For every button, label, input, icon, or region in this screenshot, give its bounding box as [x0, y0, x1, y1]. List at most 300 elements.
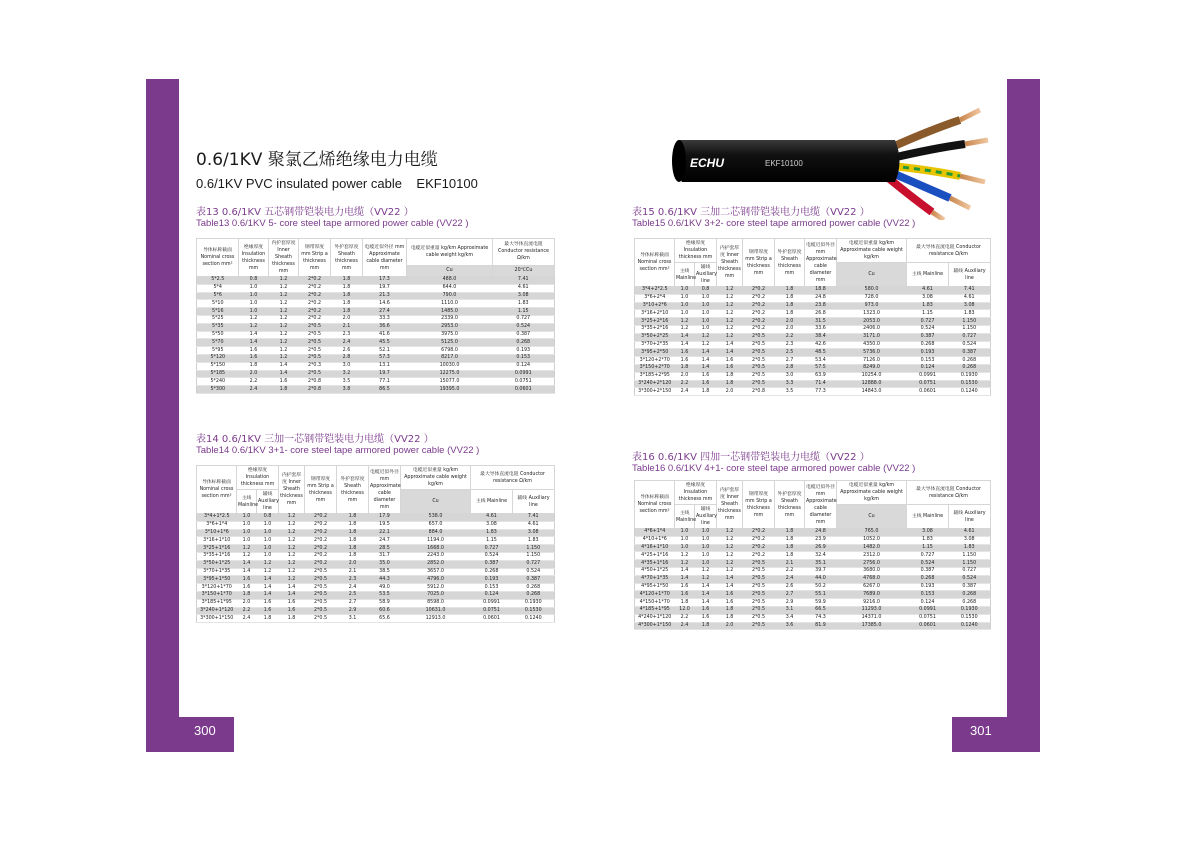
table-cell: 2.0 [717, 622, 743, 630]
table-cell: 2.0 [337, 560, 369, 568]
table-cell: 0.524 [471, 552, 513, 560]
table-cell: 0.727 [471, 545, 513, 553]
table-cell: 1.83 [949, 310, 991, 318]
table-row [197, 591, 555, 599]
table-cell: 3*4+1*2.5 [197, 514, 237, 522]
table-cell: 790.0 [407, 292, 493, 300]
table-row [635, 325, 991, 333]
table-cell: 0.1930 [949, 372, 991, 380]
table-cell: 0.0601 [493, 386, 555, 394]
table-cell: 1.0 [239, 292, 269, 300]
t15-h-weight: 电缆近似重量 kg/km Approximate cable weight kg/km [837, 239, 907, 263]
table-cell: 4*95+1*50 [635, 583, 675, 591]
table-cell: 1052.0 [837, 536, 907, 544]
table-cell: 38.4 [805, 333, 837, 341]
table-row [197, 292, 555, 300]
t16-h-weight-sub: Cu [837, 505, 907, 529]
table-cell: 1.0 [257, 545, 279, 553]
table-cell: 0.524 [907, 325, 949, 333]
table-cell: 1.0 [695, 302, 717, 310]
t15-h-main: 主线 Mainline [675, 263, 695, 287]
table-cell: 1.0 [237, 529, 257, 537]
table-row [635, 302, 991, 310]
cable-cores [886, 110, 988, 220]
table-cell: 1.2 [279, 576, 305, 584]
table-cell: 2*0.5 [299, 347, 331, 355]
table-cell: 2*0.5 [743, 614, 775, 622]
table-cell: 2*0.2 [305, 560, 337, 568]
table-cell: 1.2 [269, 300, 299, 308]
table-cell: 3.0 [775, 372, 805, 380]
table-cell: 0.387 [513, 576, 555, 584]
page-title-chinese: 0.6/1KV 聚氯乙烯绝缘电力电缆 [196, 150, 438, 170]
table-cell: 0.193 [471, 576, 513, 584]
table-cell: 0.268 [493, 339, 555, 347]
table-cell: 11293.0 [837, 606, 907, 614]
table-cell: 1.150 [513, 545, 555, 553]
table-cell: 1.6 [675, 591, 695, 599]
table-row [197, 552, 555, 560]
table-cell: 1.6 [257, 599, 279, 607]
table-cell: 10030.0 [407, 362, 493, 370]
table-cell: 26.8 [805, 310, 837, 318]
table-cell: 1.8 [675, 364, 695, 372]
table-cell: 10631.0 [401, 607, 471, 615]
table-cell: 2.2 [675, 380, 695, 388]
table-cell: 2*0.5 [305, 568, 337, 576]
table-cell: 0.153 [907, 357, 949, 365]
table-cell: 0.124 [907, 599, 949, 607]
table-row [197, 514, 555, 522]
table-cell: 0.193 [493, 347, 555, 355]
table-cell: 1.0 [695, 529, 717, 537]
table-cell: 1.0 [695, 552, 717, 560]
table-cell: 1.8 [337, 521, 369, 529]
table-cell: 3*185+1*95 [197, 599, 237, 607]
t14-h-res-main: 主线 Mainline [471, 490, 513, 514]
table-cell: 12888.0 [837, 380, 907, 388]
table-cell: 1.8 [331, 284, 363, 292]
table-cell: 580.0 [837, 287, 907, 295]
table-cell: 1.6 [675, 357, 695, 365]
table-cell: 1.2 [279, 537, 305, 545]
table-cell: 58.9 [369, 599, 401, 607]
table-cell: 1.6 [279, 607, 305, 615]
table-cell: 1.0 [675, 310, 695, 318]
table-cell: 1.4 [695, 357, 717, 365]
table-cell: 1.83 [513, 537, 555, 545]
table-cell: 2*0.2 [743, 302, 775, 310]
t13-h-weight-sub: Cu [407, 265, 493, 276]
table-cell: 1.6 [237, 576, 257, 584]
table-row [197, 615, 555, 623]
table-cell: 5*25 [197, 315, 239, 323]
table-cell: 3*150+2*70 [635, 364, 675, 372]
table-cell: 2.0 [775, 325, 805, 333]
table-cell: 7126.0 [837, 357, 907, 365]
table-cell: 0.524 [949, 341, 991, 349]
table-cell: 4796.0 [401, 576, 471, 584]
table-cell: 49.0 [369, 584, 401, 592]
table-cell: 2053.0 [837, 318, 907, 326]
t14-h-resistance: 最大导体直流电阻 Conductor resistance Ω/km [471, 466, 555, 490]
table-cell: 2.3 [337, 576, 369, 584]
table-cell: 2312.0 [837, 552, 907, 560]
table-cell: 1.2 [695, 333, 717, 341]
table-cell: 2.6 [775, 583, 805, 591]
table-cell: 4*10+1*6 [635, 536, 675, 544]
table-cell: 52.1 [363, 347, 407, 355]
table-row [197, 370, 555, 378]
table-cell: 1.8 [337, 514, 369, 522]
t16-h-resistance: 最大导体直流电阻 Conductor resistance Ω/km [907, 481, 991, 505]
table-cell: 7.41 [493, 277, 555, 285]
table-cell: 2*0.2 [743, 536, 775, 544]
table-cell: 0.193 [907, 583, 949, 591]
table-cell: 1.0 [237, 514, 257, 522]
table-cell: 0.727 [907, 318, 949, 326]
table-row [197, 386, 555, 394]
table-cell: 4*240+1*120 [635, 614, 675, 622]
table-cell: 31.7 [369, 552, 401, 560]
table-cell: 19.7 [363, 370, 407, 378]
table-cell: 71.4 [805, 380, 837, 388]
table-cell: 1.8 [717, 372, 743, 380]
t13-h-inner: 内护套厚度 Inner Sheath thickness mm [269, 239, 299, 277]
table-cell: 77.3 [805, 388, 837, 396]
table15-heading [632, 207, 915, 229]
left-side-bar [146, 79, 179, 752]
t16-h-sheath: 外护套厚度 Sheath thickness mm [775, 481, 805, 529]
t15-h-res-aux: 辅线 Auxiliary line [949, 263, 991, 287]
table-row [197, 529, 555, 537]
table-row [635, 552, 991, 560]
table-cell: 3.6 [775, 622, 805, 630]
table-row [197, 284, 555, 292]
t14-h-section: 导体标称截面 Nominal cross section mm² [197, 466, 237, 514]
table-row [197, 354, 555, 362]
table-cell: 2*0.2 [743, 325, 775, 333]
table-cell: 0.1240 [513, 615, 555, 623]
table-cell: 2*0.5 [743, 606, 775, 614]
table-cell: 1.6 [695, 614, 717, 622]
table-cell: 0.268 [949, 591, 991, 599]
table-cell: 3.08 [949, 302, 991, 310]
table-row [635, 341, 991, 349]
table-cell: 2.0 [775, 318, 805, 326]
table-cell: 2.4 [775, 575, 805, 583]
table-row [635, 614, 991, 622]
table-cell: 1.0 [675, 294, 695, 302]
t14-h-sheath: 外护套厚度 Sheath thickness mm [337, 466, 369, 514]
table-cell: 1.2 [675, 325, 695, 333]
table-row [197, 315, 555, 323]
table-cell: 1.0 [695, 318, 717, 326]
table-cell: 2*0.5 [743, 599, 775, 607]
table-cell: 0.8 [239, 277, 269, 285]
table-cell: 0.0751 [493, 378, 555, 386]
table14-title-en: Table14 0.6/1KV 3+1- core steel tape armored power cable (VV22 ) [196, 445, 480, 456]
table-cell: 13.1 [363, 362, 407, 370]
table-cell: 1.0 [675, 529, 695, 537]
table-cell: 5736.0 [837, 349, 907, 357]
table-cell: 4.61 [907, 287, 949, 295]
table-cell: 1.8 [269, 386, 299, 394]
table-row [635, 372, 991, 380]
table-cell: 14371.0 [837, 614, 907, 622]
table-cell: 1.8 [775, 536, 805, 544]
t16-h-aux: 辅线 Auxiliary line [695, 505, 717, 529]
table-row [635, 529, 991, 537]
table-row [197, 362, 555, 370]
table-row [635, 349, 991, 357]
table-cell: 0.193 [907, 349, 949, 357]
table-cell: 5*185 [197, 370, 239, 378]
table-row [635, 333, 991, 341]
table-cell: 1.15 [907, 310, 949, 318]
table-cell: 1.6 [717, 591, 743, 599]
table-cell: 1.2 [279, 552, 305, 560]
table-row [635, 287, 991, 295]
table-cell: 2.0 [237, 599, 257, 607]
table-cell: 2.3 [775, 341, 805, 349]
table-cell: 1.6 [717, 364, 743, 372]
table-cell: 35.1 [805, 560, 837, 568]
table-cell: 488.0 [407, 277, 493, 285]
table-cell: 39.7 [805, 567, 837, 575]
table-cell: 0.0601 [907, 622, 949, 630]
table-cell: 1.2 [695, 341, 717, 349]
table-row [635, 622, 991, 630]
table-row [197, 277, 555, 285]
table-cell: 1.0 [257, 521, 279, 529]
table-cell: 2.0 [331, 315, 363, 323]
table-cell: 1.4 [717, 575, 743, 583]
table-cell: 4*50+1*25 [635, 567, 675, 575]
table-cell: 41.6 [363, 331, 407, 339]
table-cell: 0.0601 [471, 615, 513, 623]
table-row [635, 357, 991, 365]
table-cell: 2*0.2 [305, 545, 337, 553]
table-cell: 4350.0 [837, 341, 907, 349]
table-cell: 1.0 [239, 284, 269, 292]
table-cell: 1.6 [717, 357, 743, 365]
t13-h-section: 导体标称截面 Nominal cross section mm² [197, 239, 239, 277]
table-cell: 1.2 [717, 294, 743, 302]
table-cell: 0.1530 [949, 614, 991, 622]
table-cell: 1.8 [675, 599, 695, 607]
table-cell: 1.8 [717, 380, 743, 388]
table-cell: 2756.0 [837, 560, 907, 568]
t15-h-insulation: 绝缘厚度 Insulation thickness mm [675, 239, 717, 263]
table-cell: 1.2 [269, 339, 299, 347]
t16-h-section: 导体标称截面 Nominal cross section mm² [635, 481, 675, 529]
table-cell: 1.2 [717, 310, 743, 318]
table-cell: 2.5 [337, 591, 369, 599]
table-cell: 0.727 [949, 333, 991, 341]
table-row [197, 378, 555, 386]
table-cell: 2.4 [239, 386, 269, 394]
table-cell: 1.2 [279, 545, 305, 553]
table-cell: 3975.0 [407, 331, 493, 339]
table-cell: 0.0751 [471, 607, 513, 615]
table-cell: 973.0 [837, 302, 907, 310]
table-cell: 0.1240 [949, 622, 991, 630]
table-cell: 2*0.5 [743, 364, 775, 372]
table-cell: 728.0 [837, 294, 907, 302]
table-cell: 2852.0 [401, 560, 471, 568]
table-cell: 2*0.5 [299, 354, 331, 362]
t13-h-insulation: 绝缘厚度 Insulation thickness mm [239, 239, 269, 277]
table-cell: 3171.0 [837, 333, 907, 341]
table-cell: 0.8 [695, 287, 717, 295]
table-cell: 2*0.2 [743, 318, 775, 326]
t14-h-weight: 电缆近似重量 kg/km Approximate cable weight kg/km [401, 466, 471, 490]
table15 [634, 238, 991, 396]
table14 [196, 465, 555, 623]
table-row [635, 310, 991, 318]
table-cell: 1.4 [237, 568, 257, 576]
table-row [635, 544, 991, 552]
t16-h-weight: 电缆近似重量 kg/km Approximate cable weight kg/km [837, 481, 907, 505]
table-cell: 1.4 [279, 584, 305, 592]
table-cell: 1.8 [337, 552, 369, 560]
table-cell: 0.727 [907, 552, 949, 560]
table-cell: 3.4 [775, 614, 805, 622]
table-cell: 2.1 [775, 560, 805, 568]
table-cell: 2*0.8 [299, 386, 331, 394]
table-cell: 4*185+1*95 [635, 606, 675, 614]
table-cell: 3*120+2*70 [635, 357, 675, 365]
table-cell: 2.2 [239, 378, 269, 386]
table-cell: 4*25+1*16 [635, 552, 675, 560]
table-cell: 4.61 [493, 284, 555, 292]
table-cell: 2*0.5 [305, 615, 337, 623]
table-cell: 1.6 [695, 372, 717, 380]
table-cell: 15077.0 [407, 378, 493, 386]
table-cell: 3*95+1*50 [197, 576, 237, 584]
table-cell: 1.0 [257, 537, 279, 545]
table-cell: 1.15 [471, 537, 513, 545]
table-cell: 5*16 [197, 308, 239, 316]
table-cell: 2*0.5 [743, 591, 775, 599]
table-cell: 3.0 [331, 362, 363, 370]
table16 [634, 480, 991, 630]
table-cell: 2*0.2 [299, 292, 331, 300]
t14-h-aux: 辅线 Auxiliary line [257, 490, 279, 514]
table-cell: 1.8 [331, 292, 363, 300]
table-cell: 1.2 [279, 521, 305, 529]
table-cell: 2*0.2 [743, 529, 775, 537]
table-cell: 9216.0 [837, 599, 907, 607]
table-row [197, 521, 555, 529]
table-row [635, 599, 991, 607]
table-cell: 0.727 [493, 315, 555, 323]
t14-h-strip: 钢带厚度 mm Strip a thickness mm [305, 466, 337, 514]
table-cell: 2*0.5 [299, 370, 331, 378]
table-cell: 1.0 [675, 544, 695, 552]
table-cell: 1.4 [257, 591, 279, 599]
table-cell: 1.6 [257, 607, 279, 615]
t15-h-aux: 辅线 Auxiliary line [695, 263, 717, 287]
table-cell: 8249.0 [837, 364, 907, 372]
table-row [635, 318, 991, 326]
right-side-bar [1007, 79, 1040, 752]
table13-title-zh: 表13 0.6/1KV 五芯钢带铠装电力电缆（VV22 ） [196, 207, 414, 218]
t16-h-inner: 内护套厚度 Inner Sheath thickness mm [717, 481, 743, 529]
table-cell: 5*6 [197, 292, 239, 300]
t16-h-strip: 钢带厚度 mm Strip a thickness mm [743, 481, 775, 529]
table-cell: 1.2 [279, 560, 305, 568]
table-cell: 1.8 [237, 591, 257, 599]
table-cell: 6798.0 [407, 347, 493, 355]
table-cell: 884.0 [401, 529, 471, 537]
table-cell: 59.9 [805, 599, 837, 607]
table-cell: 1.2 [257, 568, 279, 576]
table-cell: 1.2 [239, 323, 269, 331]
table-cell: 2*0.8 [299, 378, 331, 386]
table-cell: 1.0 [695, 325, 717, 333]
table-cell: 1.4 [695, 349, 717, 357]
table-cell: 3*70+2*35 [635, 341, 675, 349]
table-cell: 57.5 [805, 364, 837, 372]
t13-h-strip: 钢带厚度 mm Strip a thickness mm [299, 239, 331, 277]
table-cell: 2.2 [675, 614, 695, 622]
table-cell: 2*0.2 [299, 277, 331, 285]
table-cell: 77.1 [363, 378, 407, 386]
table-cell: 0.0991 [493, 370, 555, 378]
table-cell: 1194.0 [401, 537, 471, 545]
table-cell: 0.268 [513, 591, 555, 599]
table-cell: 1.2 [717, 325, 743, 333]
table-cell: 3.08 [907, 294, 949, 302]
table13-heading [196, 207, 469, 229]
table-cell: 1.2 [269, 284, 299, 292]
page-title-english: 0.6/1KV PVC insulated power cable EKF10100 [196, 176, 478, 191]
table-cell: 1.4 [695, 591, 717, 599]
table-cell: 3.1 [775, 606, 805, 614]
table-cell: 60.6 [369, 607, 401, 615]
table-cell: 1.8 [717, 614, 743, 622]
cable-product-image [660, 100, 1000, 220]
table-cell: 3*240+1*120 [197, 607, 237, 615]
table-cell: 1.0 [695, 536, 717, 544]
table-cell: 2*0.5 [743, 333, 775, 341]
table-cell: 2.5 [775, 349, 805, 357]
table-cell: 2*0.5 [743, 560, 775, 568]
table-cell: 19.7 [363, 284, 407, 292]
table-row [197, 560, 555, 568]
table-cell: 3*300+2*150 [635, 388, 675, 396]
table-cell: 1.2 [279, 529, 305, 537]
t13-h-sheath: 外护套厚度 Sheath thickness mm [331, 239, 363, 277]
table-cell: 3*150+1*70 [197, 591, 237, 599]
table-cell: 42.6 [805, 341, 837, 349]
table-cell: 53.5 [369, 591, 401, 599]
table-cell: 1.83 [493, 300, 555, 308]
table-cell: 1.2 [675, 552, 695, 560]
table-cell: 1.2 [269, 292, 299, 300]
table-cell: 5*150 [197, 362, 239, 370]
table-cell: 1.4 [237, 560, 257, 568]
table14-heading [196, 434, 479, 456]
table-cell: 2406.0 [837, 325, 907, 333]
table-cell: 2*0.5 [305, 607, 337, 615]
table-cell: 24.8 [805, 529, 837, 537]
table-row [635, 591, 991, 599]
table-cell: 1.6 [269, 378, 299, 386]
table16-heading [632, 452, 915, 474]
